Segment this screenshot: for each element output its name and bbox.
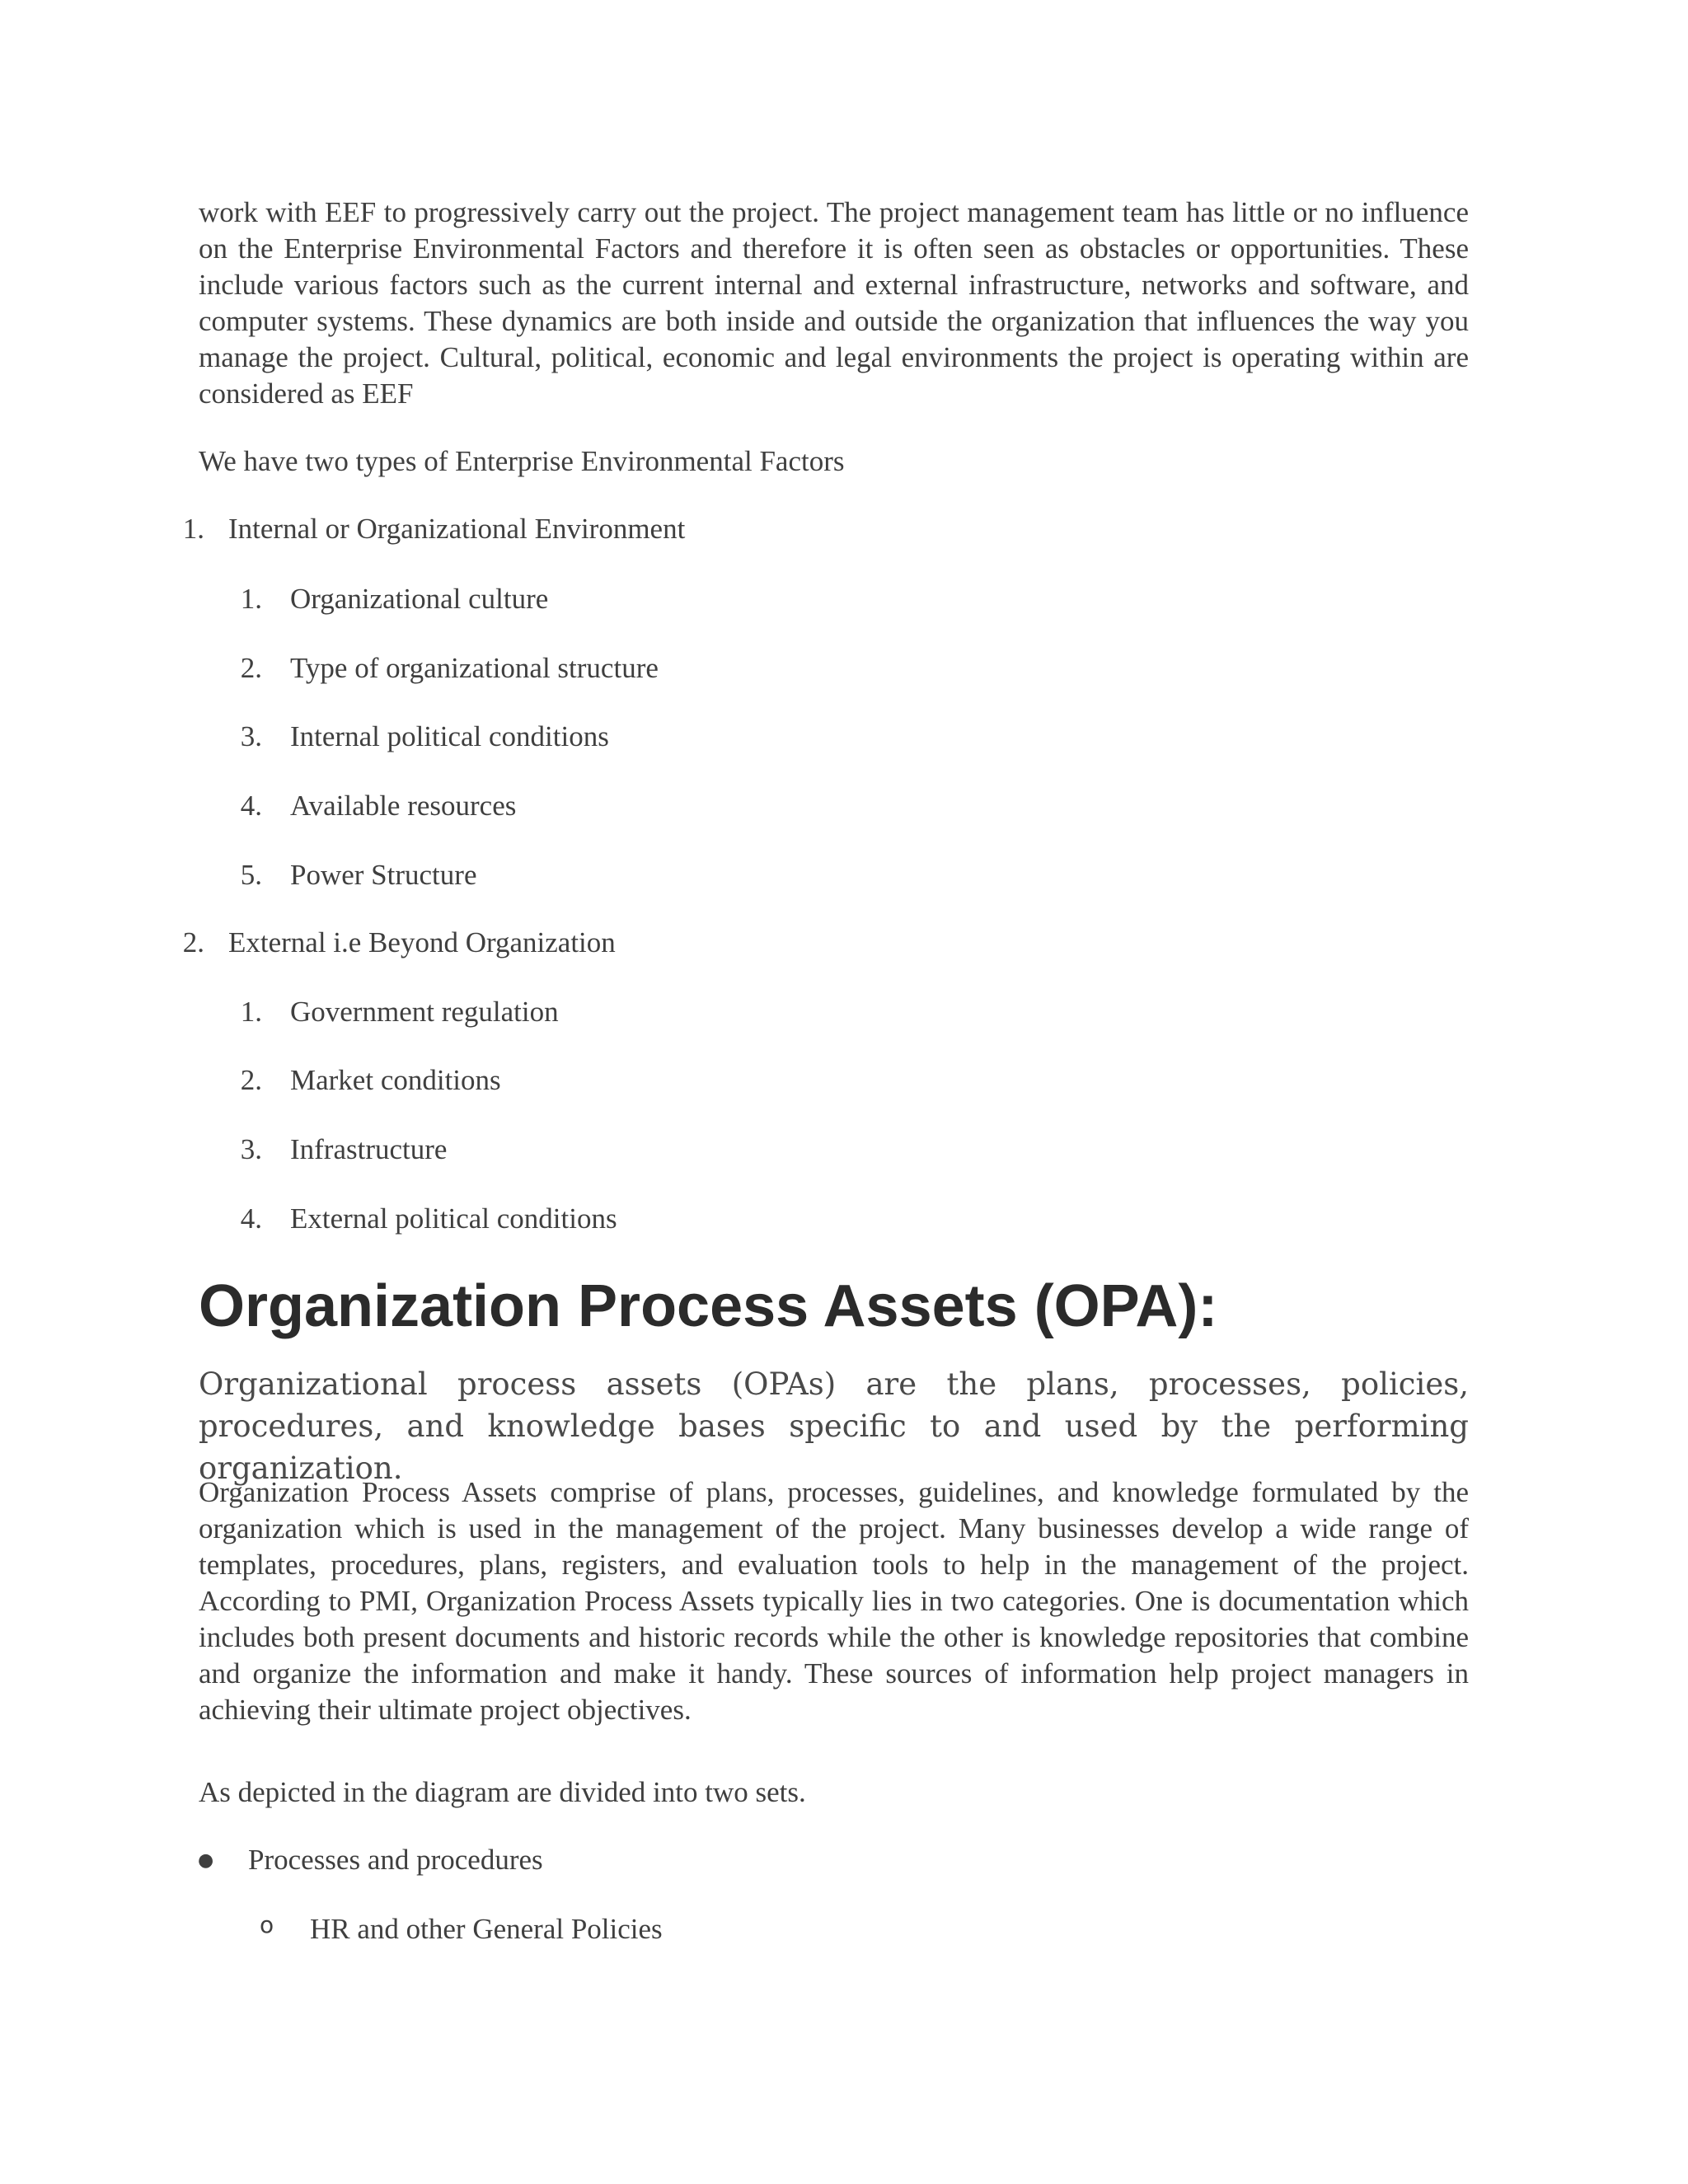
- list-number: 1.: [240, 583, 262, 615]
- list-number: 2.: [182, 926, 204, 958]
- list-item-internal-environment: Internal or Organizational Environment: [228, 513, 686, 545]
- sub-bullet-circle-icon: o: [260, 1911, 274, 1938]
- sub-bullet-item-hr-policies: HR and other General Policies: [310, 1913, 663, 1945]
- eef-description-paragraph: work with EEF to progressively carry out the project. The project management team has little or no influence on the Enterprise Environmental Factors and therefore it is often seen as obstacles or opportunities. These include various factors such as the current internal and external infrastructure, networks and software, and computer systems. These dynamics are both inside and outside the organization that influences the way you manage the project. Cultural, political, economic and legal environments the project is operating within are considered as EEF: [199, 196, 1469, 410]
- list-item: Market conditions: [290, 1064, 501, 1096]
- opa-description-paragraph: Organization Process Assets comprise of plans, processes, guidelines, and knowledge formulated by the organization which is used in the management of the project. Many businesses develop a wide range of templates, procedures, plans, registers, and evaluation tools to help in the management of the project. According to PMI, Organization Process Assets typically lies in two categories. One is documentation which includes both present documents and historic records while the other is knowledge repositories that combine and organize the information and make it handy. These sources of information help project managers in achieving their ultimate project objectives.: [199, 1476, 1469, 1726]
- list-item: Organizational culture: [290, 583, 549, 615]
- bullet-dot-icon: ●: [198, 1850, 214, 1871]
- list-item: Power Structure: [290, 859, 477, 891]
- list-item: Type of organizational structure: [290, 652, 659, 684]
- list-item: External political conditions: [290, 1202, 617, 1235]
- list-item: Available resources: [290, 790, 517, 822]
- list-number: 3.: [240, 1133, 262, 1165]
- list-number: 2.: [240, 652, 262, 684]
- opa-section-heading: Organization Process Assets (OPA):: [199, 1273, 1218, 1339]
- bullet-item-processes: Processes and procedures: [248, 1844, 543, 1876]
- eef-types-sentence: We have two types of Enterprise Environmental Factors: [199, 445, 845, 477]
- list-number: 3.: [240, 720, 262, 752]
- list-item: Internal political conditions: [290, 720, 609, 752]
- opa-lead-paragraph: Organizational process assets (OPAs) are the plans, processes, policies, procedures, and knowledge bases specific to and used by the performing organization.: [199, 1366, 1469, 1486]
- list-number: 1.: [182, 513, 204, 545]
- list-number: 5.: [240, 859, 262, 891]
- list-number: 2.: [240, 1064, 262, 1096]
- list-number: 1.: [240, 996, 262, 1028]
- list-number: 4.: [240, 790, 262, 822]
- list-number: 4.: [240, 1202, 262, 1235]
- list-item: Government regulation: [290, 996, 559, 1028]
- list-item-external-environment: External i.e Beyond Organization: [228, 926, 616, 958]
- opa-sets-sentence: As depicted in the diagram are divided into two sets.: [199, 1776, 806, 1808]
- list-item: Infrastructure: [290, 1133, 448, 1165]
